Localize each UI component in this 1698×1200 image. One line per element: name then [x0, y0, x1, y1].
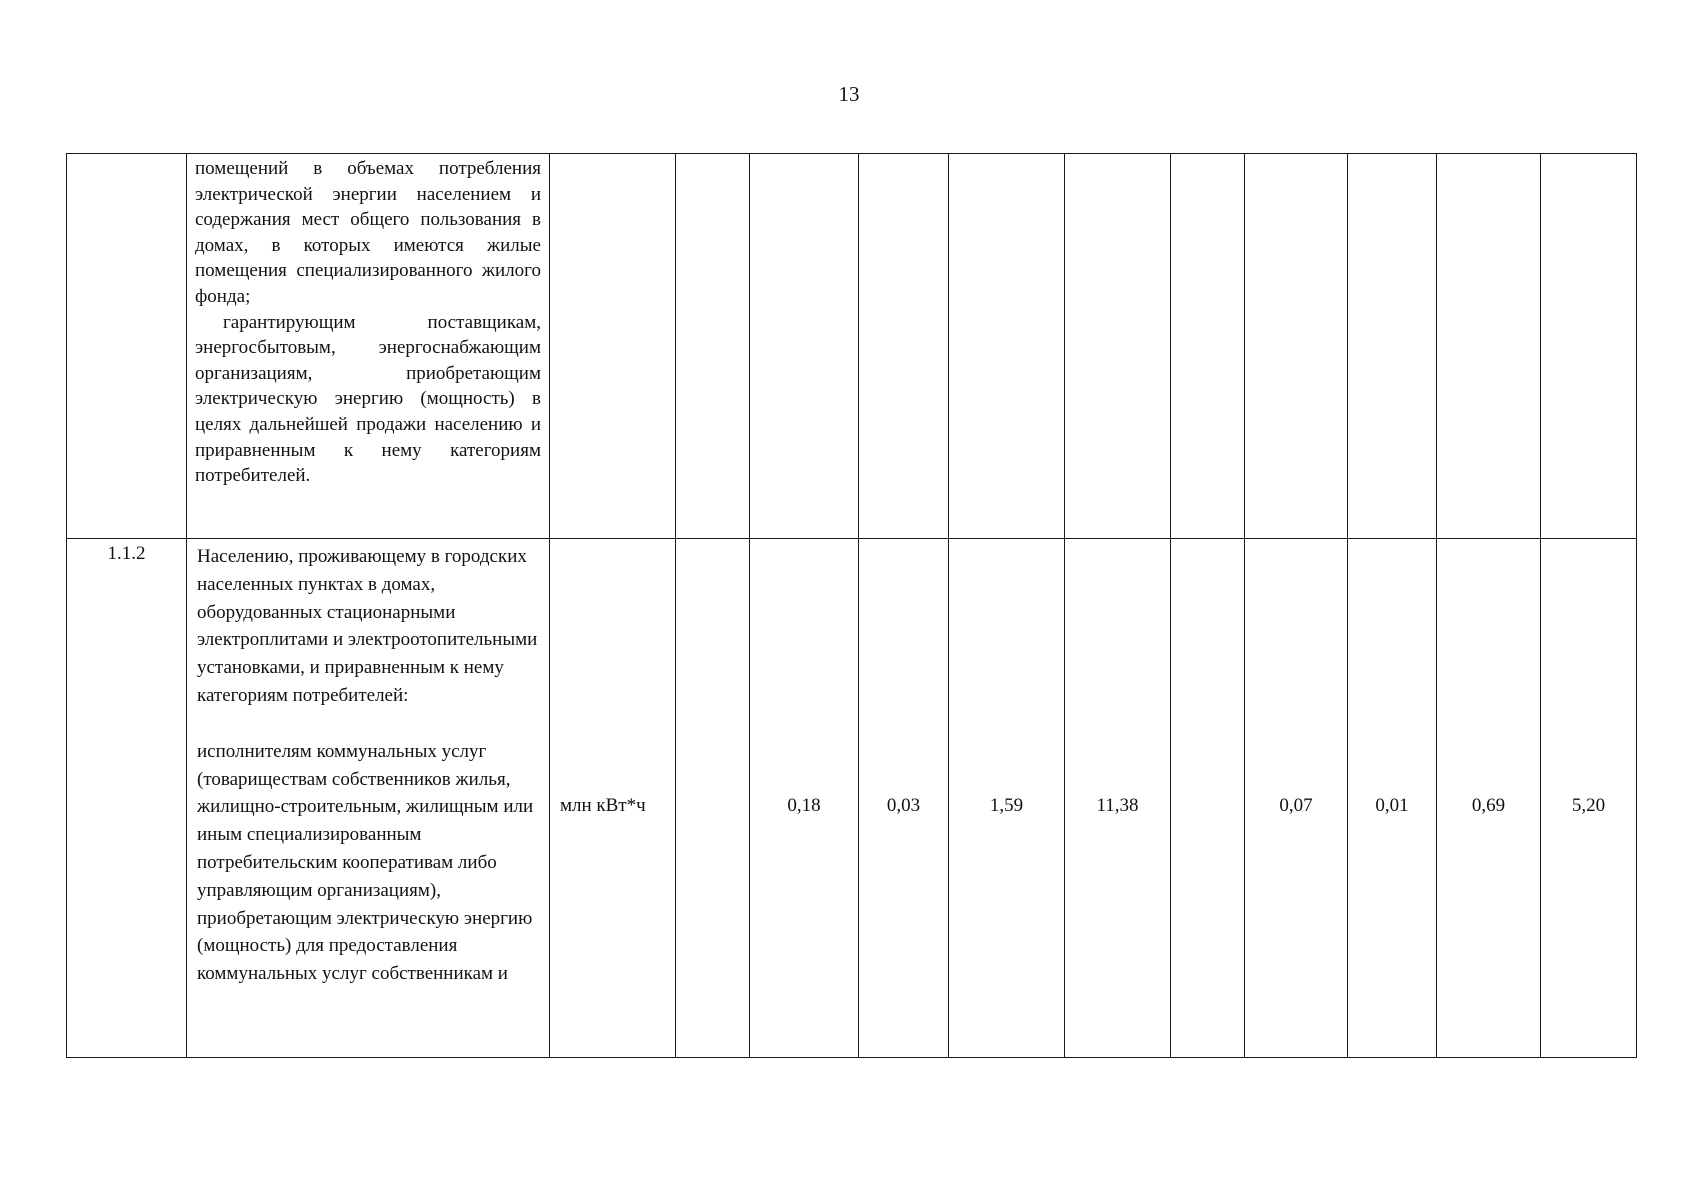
value-cell [859, 539, 949, 1058]
value-cell [949, 539, 1065, 1058]
value-text: 11,38 [1096, 795, 1139, 816]
empty-cell [1541, 154, 1637, 539]
description-paragraph: Населению, проживающему в городских населенных пунктах в домах, оборудованных стационарными электроплитами и электроотопительными установками, и приравненным к нему категориям потребителей: [197, 546, 538, 706]
value-text: 0,69 [1471, 795, 1506, 816]
description-cell [187, 539, 550, 1058]
description-paragraph: исполнителям коммунальных услуг (товариществам собственников жилья, жилищно-строительным, жилищным или иным специализированным потребительским кооперативам либо управляющим организациям), приобретающим электрическую энергию (мощность) для предоставления коммунальных услуг собственникам и [197, 740, 534, 985]
value-text: 5,20 [1571, 795, 1606, 816]
value-cell [1245, 539, 1348, 1058]
description-paragraph: помещений в объемах потребления электрической энергии населением и содержания мест общего пользования в домах, в которых имеются жилые помещения специализированного жилого фонда; [195, 158, 541, 307]
unit-cell [550, 539, 676, 1058]
tariff-table [66, 153, 1637, 1058]
value-text: 0,03 [886, 795, 921, 816]
value-text: 0,18 [787, 795, 821, 816]
empty-cell [676, 154, 750, 539]
value-cell [1437, 539, 1541, 1058]
empty-cell [949, 154, 1065, 539]
empty-cell [1437, 154, 1541, 539]
row-number-cell: 1.1.2 [67, 539, 187, 1058]
empty-cell [1245, 154, 1348, 539]
empty-cell [1171, 154, 1245, 539]
empty-cell [1348, 154, 1437, 539]
empty-cell [750, 154, 859, 539]
value-text: 0,07 [1279, 795, 1313, 816]
empty-cell [1065, 154, 1171, 539]
table-row-continuation [67, 154, 1637, 539]
value-text: 1,59 [989, 795, 1024, 816]
value-cell [1541, 539, 1637, 1058]
value-cell [750, 539, 859, 1058]
description-paragraph: гарантирующим поставщикам, энергосбытовым, энергоснабжающим организациям, приобретающим электрическую энергию (мощность) в целях дальнейшей продажи населению и приравненным к нему категориям потребителей. [195, 311, 541, 487]
row-number-cell [67, 154, 187, 539]
value-text: 0,01 [1375, 795, 1409, 816]
unit-label: млн кВт*ч [560, 795, 646, 816]
empty-cell [859, 154, 949, 539]
value-cell [676, 539, 750, 1058]
table-row-1-1-2 [67, 539, 1637, 1058]
page-number: 13 [838, 82, 860, 106]
empty-cell [550, 154, 676, 539]
description-cell [187, 154, 550, 539]
value-cell [1065, 539, 1171, 1058]
value-cell [1348, 539, 1437, 1058]
value-cell [1171, 539, 1245, 1058]
